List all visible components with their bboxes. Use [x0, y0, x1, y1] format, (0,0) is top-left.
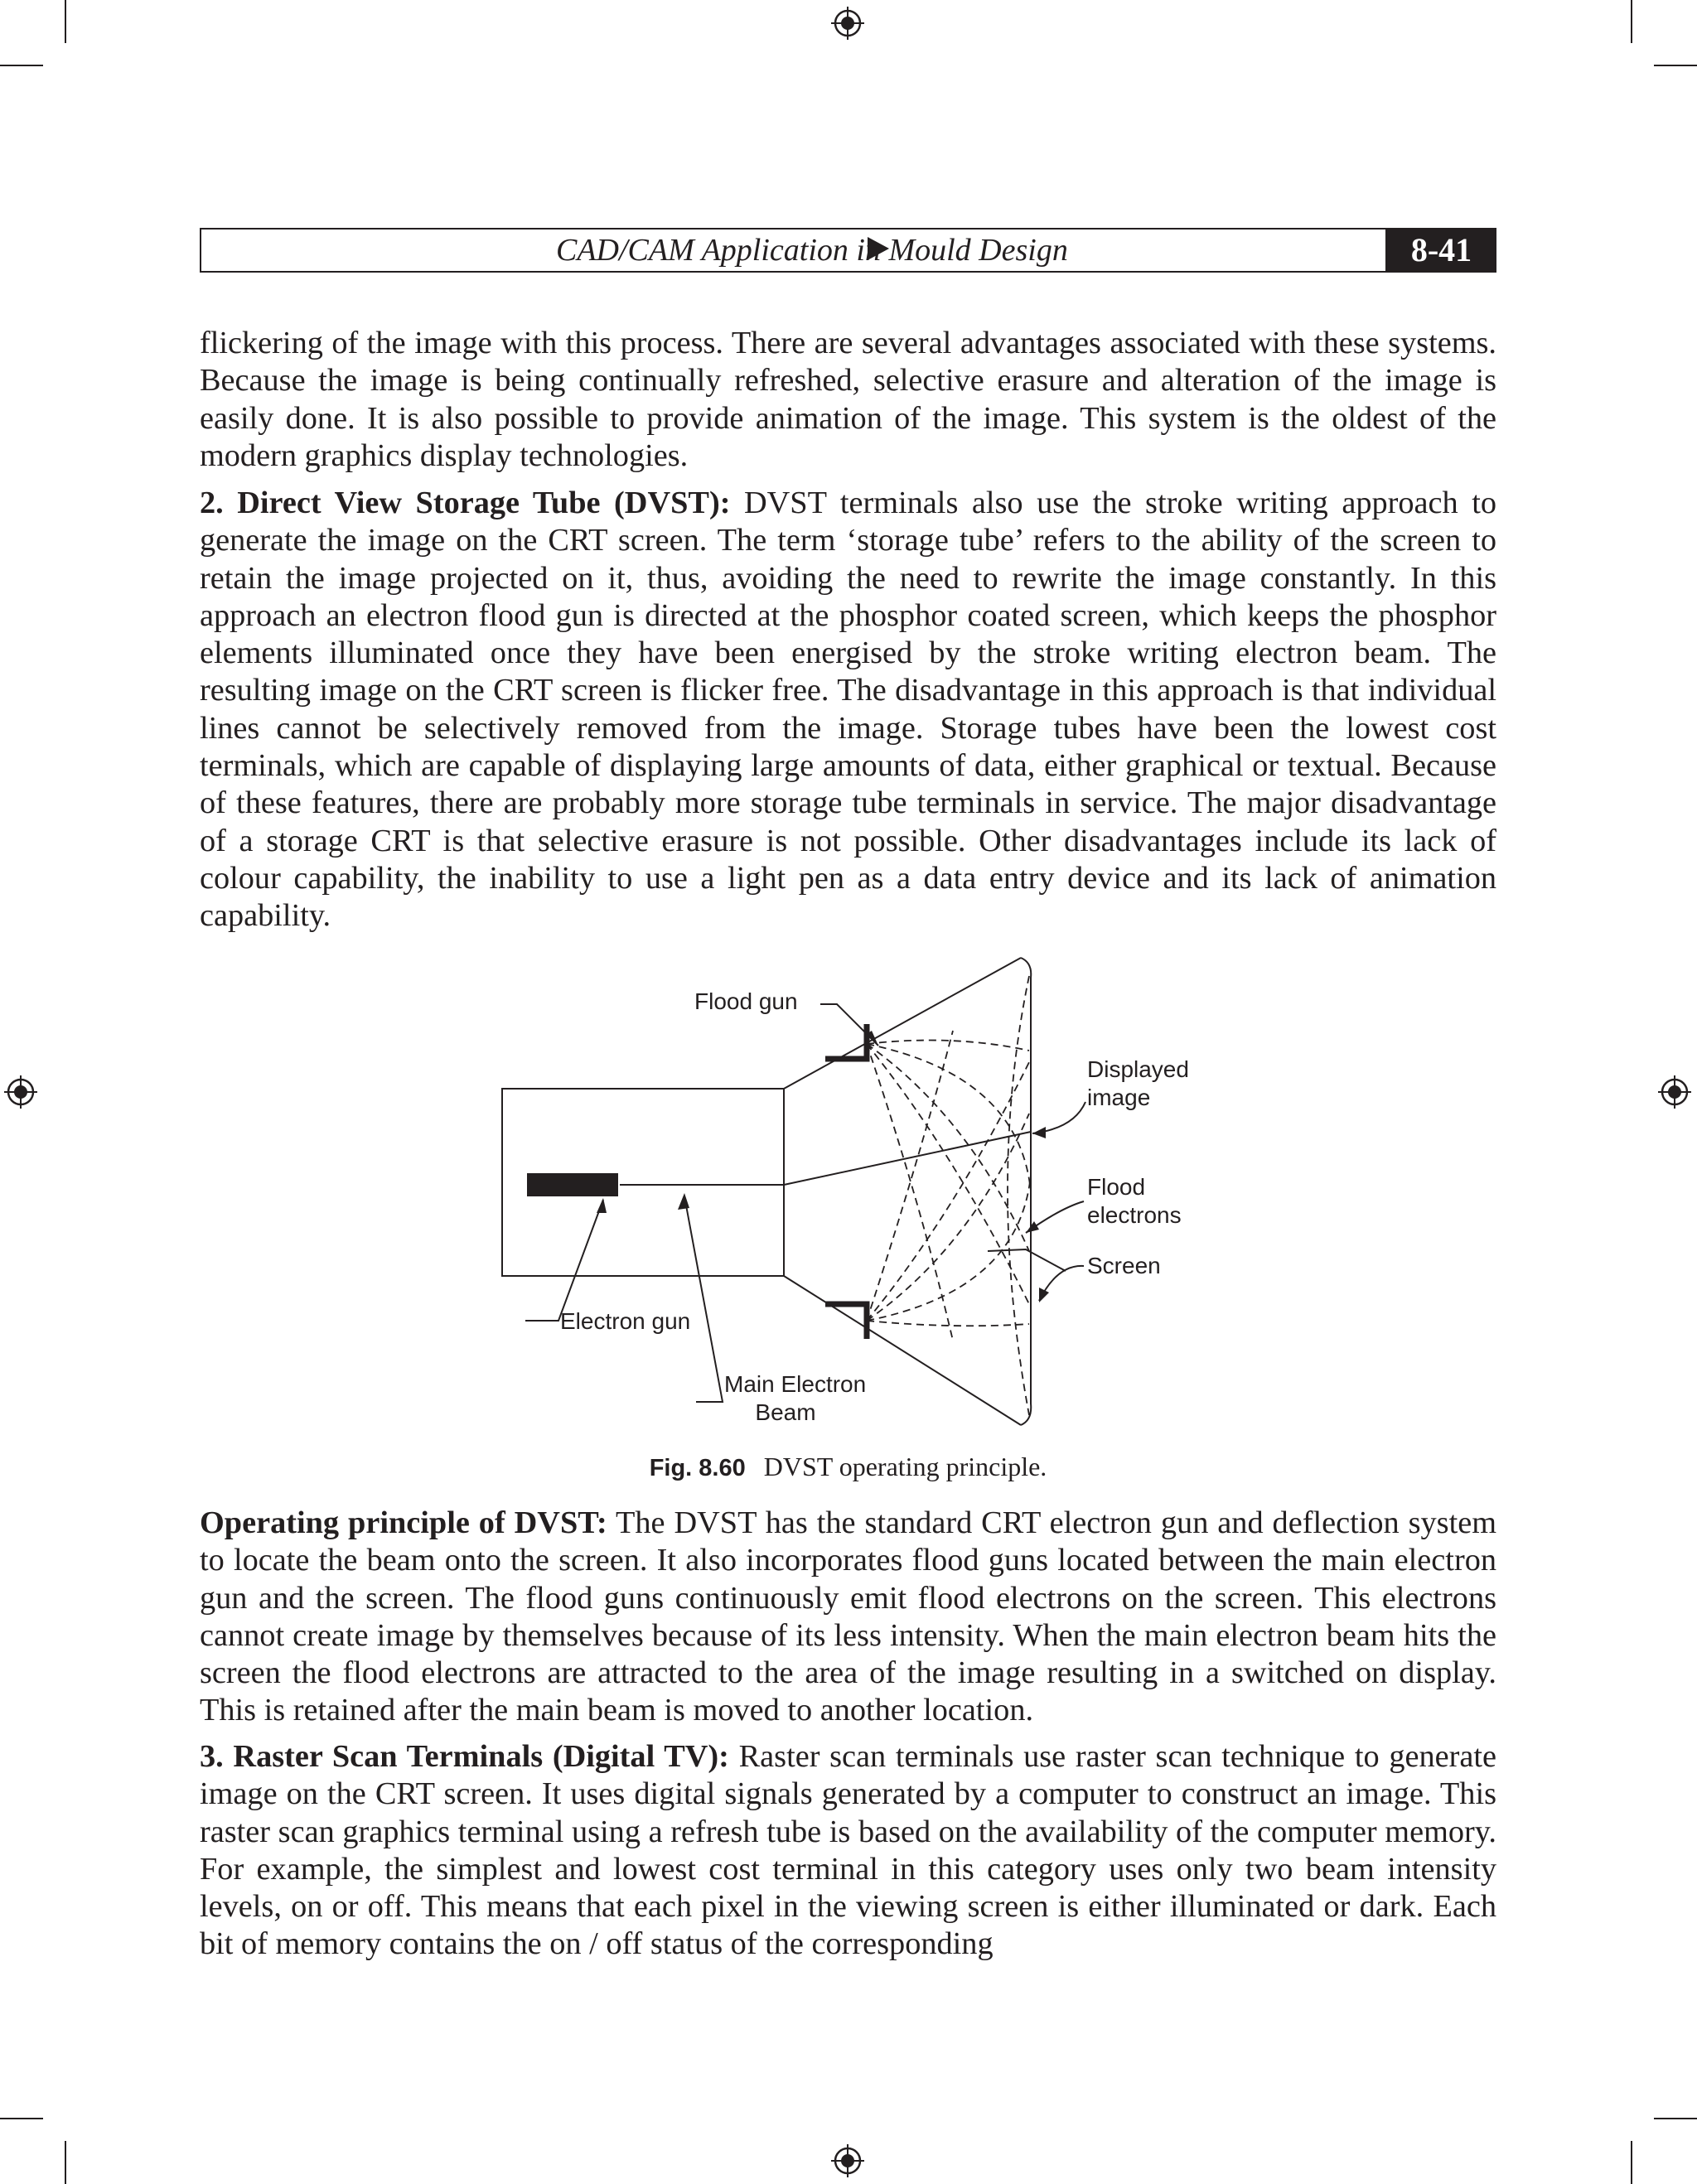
paragraph-dvst — [200, 485, 1496, 935]
paragraph-text: flickering of the image with this process. There are several advantages associated with these systems. Because the image is being continually refreshed, selective erasure and alteration of the image is easily done. It is also possible to provide animation of the image. This system is the oldest of the modern graphics display technologies. — [200, 326, 1496, 473]
label-flood-electrons: Flood electrons — [1087, 1174, 1182, 1228]
screen-face — [1021, 958, 1031, 1425]
registration-mark-icon — [829, 2143, 866, 2179]
section-heading: 3. Raster Scan Terminals (Digital TV): — [200, 1739, 729, 1774]
page-number: 8-41 — [1386, 228, 1496, 273]
arrow-displayed-image — [1032, 1127, 1046, 1138]
funnel-top-edge — [784, 958, 1021, 1089]
registration-mark-icon — [1656, 1074, 1693, 1110]
crop-mark — [0, 65, 43, 66]
paragraph-text: DVST terminals also use the stroke writing approach to generate the image on the CRT screen. The term ‘storage tube’ refers to the ability of the screen to retain the image projected on it, thus, avoiding the need to rewrite the image constantly. In this approach an electron flood gun is directed at the phosphor coated screen, which keeps the phosphor elements illuminated once they have been energised by the stroke writing electron beam. The resulting image on the CRT screen is flicker free. The disadvantage in this approach is that individual lines cannot be selectively removed from the image. Storage tubes have been the lowest cost terminals, which are capable of displaying large amounts of data, either graphical or textual. Because of these features, there are probably more storage tube terminals in service. The major disadvantage of a storage CRT is that selective erasure is not possible. Other disadvantages include its lack of colour capability, the inability to use a light pen as a data entry device and its lack of animation capability. — [200, 486, 1496, 934]
figure-caption — [200, 1452, 1496, 1482]
section-heading: 2. Direct View Storage Tube (DVST): — [200, 486, 731, 520]
lower-flood-gun — [825, 1304, 867, 1339]
arrow-electron-gun — [597, 1198, 607, 1213]
flood-electron-paths — [867, 976, 1031, 1415]
paragraph-text: The DVST has the standard CRT electron gun and deflection system to locate the beam onto the screen. It also incorporates flood guns located between the main electron gun and the screen. The flood guns continuously emit flood electrons on the screen. This electrons cannot create image by themselves because of its less intensity. When the main electron beam hits the screen the flood electrons are attracted to the area of the image resulting in a switched on display. This is retained after the main beam is moved to another location. — [200, 1505, 1496, 1728]
registration-mark-icon — [829, 5, 866, 41]
paragraph-operating-principle — [200, 1505, 1496, 1730]
label-main-electron-beam: Main Electron Beam — [724, 1371, 867, 1425]
registration-mark-icon — [2, 1074, 39, 1110]
crop-mark — [1654, 2118, 1697, 2119]
paragraph-text: Raster scan terminals use raster scan technique to generate image on the CRT screen. It uses digital signals generated by a computer to construct an image. This raster scan graphics terminal using a refresh tube is based on the availability of the computer memory. For example, the simplest and lowest cost terminal in this category uses only two beam intensity levels, on or off. This means that each pixel in the viewing screen is either illuminated or dark. Each bit of memory contains the on / off status of the corresponding — [200, 1739, 1496, 1962]
crop-mark — [0, 2118, 43, 2119]
label-flood-gun: Flood gun — [694, 988, 798, 1014]
paragraph-raster-scan — [200, 1738, 1496, 1964]
header-title: CAD/CAM Application in Mould Design — [556, 233, 1068, 268]
deflected-beam — [784, 1132, 1031, 1185]
crop-mark — [1631, 2141, 1632, 2184]
crop-mark — [65, 0, 66, 43]
crop-mark — [1631, 0, 1632, 43]
crop-mark — [65, 2141, 66, 2184]
label-displayed-image: Displayed image — [1087, 1056, 1189, 1110]
dvst-figure — [489, 951, 1218, 1432]
paragraph-intro — [200, 325, 1496, 475]
arrow-screen — [1039, 1288, 1049, 1302]
label-screen: Screen — [1087, 1253, 1161, 1278]
label-electron-gun: Electron gun — [560, 1308, 691, 1334]
running-header — [200, 228, 1496, 276]
figure-number: Fig. 8.60 — [649, 1455, 746, 1481]
arrow-flood — [1026, 1221, 1039, 1233]
electron-gun — [527, 1173, 618, 1196]
section-heading: Operating principle of DVST: — [200, 1505, 607, 1540]
figure-caption-text: DVST operating principle. — [763, 1452, 1047, 1481]
arrow-main-beam — [678, 1193, 689, 1210]
leader-displayed-image-line — [1032, 1102, 1085, 1133]
crop-mark — [1654, 65, 1697, 66]
leader-electron-gun — [525, 1200, 603, 1321]
leader-main-beam — [684, 1196, 723, 1402]
